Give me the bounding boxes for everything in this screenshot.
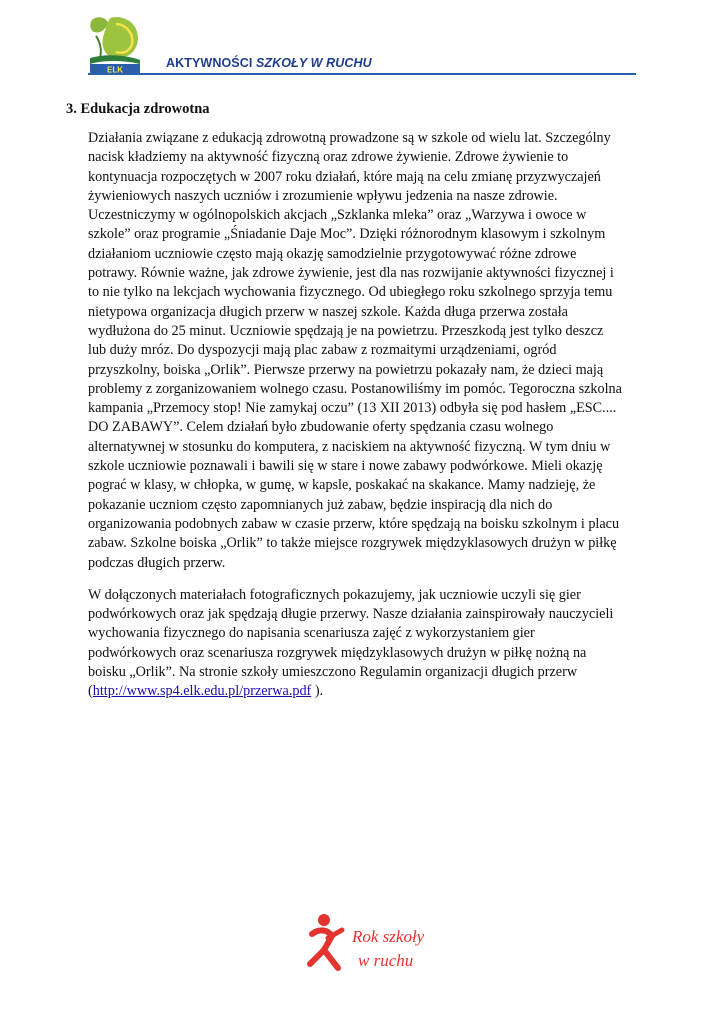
link-open-paren: ( — [88, 683, 93, 700]
text-line: pokazanie uczniom często zapomnianych już zabaw, będzie inspiracją dla nich do — [88, 496, 553, 513]
text-line: podwórkowych oraz jak spędzają długie przerwy. Nasze działania zainspirowały nauczycieli — [88, 606, 614, 623]
text-line: szkole uczniowie poznawali i bawili się w stare i nowe zabawy podwórkowe. Mieli okazję — [88, 458, 603, 475]
elk-city-logo-icon — [86, 14, 142, 76]
text-line: pograć w klasy, w chłopka, w gumę, w kapsle, poskakać na skakance. Mamy nadzieję, że — [88, 477, 596, 494]
text-line: kontynuacja rozpoczętych w 2007 roku działań, które mają na celu zmianę przyzwyczajeń — [88, 168, 601, 185]
footer-logo-line1: Rok szkoły — [352, 927, 425, 946]
text-line: Uczestniczymy w ogólnopolskich akcjach „Szklanka mleka” oraz „Warzywa i owoce w — [88, 207, 587, 224]
footer-logo-line2: w ruchu — [358, 951, 414, 970]
text-line: wychowania fizycznego do napisania scenariusza zajęć z wykorzystaniem gier — [88, 625, 535, 642]
text-line: to nie tylko na lekcjach wychowania fizycznego. Od ubiegłego roku szkolnego sprzyja temu — [88, 284, 613, 301]
text-line: nacisk kładziemy na aktywność fizyczną oraz zdrowe żywienie. Zdrowe żywienie to — [88, 149, 569, 166]
text-line: podczas długich przerw. — [88, 554, 226, 571]
paragraph-gap — [66, 573, 646, 586]
document-body — [66, 99, 646, 702]
page-header — [0, 0, 725, 90]
text-line: podwórkowych oraz scenariusza rozgrywek międzyklasowych drużyn w piłkę nożną na — [88, 644, 587, 661]
logo-text: ELK — [107, 65, 123, 75]
text-line: działaniom uczniowie często mają okazję samodzielnie przygotowywać różne zdrowe — [88, 245, 577, 262]
text-line: nietypowa organizacja długich przerw w naszej szkole. Każda długa przerwa została — [88, 303, 568, 320]
text-line: kampania „Przemocy stop! Nie zamykaj oczu” (13 XII 2013) odbyła się pod hasłem „ESC.... — [88, 400, 617, 417]
text-line: lub duży mróz. Do dyspozycji mają plac zabaw z rozmaitymi urządzeniami, ogród — [88, 342, 557, 359]
przerwa-pdf-link[interactable]: http://www.sp4.elk.edu.pl/przerwa.pdf — [92, 683, 312, 700]
text-line: boisku „Orlik”. Na stronie szkoły umieszczono Regulamin organizacji długich przerw — [88, 664, 578, 681]
text-line: zabaw. Szkolne boiska „Orlik” to także miejsce rozgrywek międzyklasowych drużyn w piłkę — [88, 535, 617, 552]
text-line: alternatywnej w stosunku do komputera, z naciskiem na aktywność fizyczną. W tym dniu w — [88, 438, 611, 455]
paragraph-1 — [88, 129, 646, 573]
text-line: żywieniowych naszych uczniów i zrozumienie wpływu jedzenia na nasze zdrowie. — [88, 187, 558, 204]
text-line: szkole” oraz programie „Śniadanie Daje Moc”. Dzięki różnorodnym klasowym i szkolnym — [88, 226, 606, 243]
text-line: przyszkolny, boiska „Orlik”. Pierwsze przerwy na powietrzu pokazały nam, że dzieci mają — [88, 361, 604, 378]
section-title: 3. Edukacja zdrowotna — [66, 101, 210, 117]
text-line: DO ZABAWY”. Celem działań było zbudowanie oferty spędzania czasu wolnego — [88, 419, 554, 436]
header-title-emphasis: SZKOŁY W RUCHU — [256, 56, 372, 70]
text-line: potrawy. Równie ważne, jak zdrowe żywienie, jest dla nas rozwijanie aktywności fizycznej i — [88, 265, 614, 282]
text-line: organizowania podobnych zabaw w czasie przerw, które spędzają na boisku szkolnym i placu — [88, 515, 620, 532]
header-title-prefix: AKTYWNOŚCI — [166, 56, 256, 70]
text-line: wydłużona do 25 minut. Uczniowie spędzają je na powietrzu. Przeszkodą jest tylko deszcz — [88, 322, 604, 339]
text-line: problemy z zorganizowaniem wolnego czasu. Postanowiliśmy im pomóc. Tegoroczna szkolna — [88, 380, 622, 397]
rok-szkoly-w-ruchu-logo-icon — [298, 908, 428, 982]
paragraph-2 — [88, 586, 646, 702]
link-line — [88, 682, 646, 701]
text-line: Działania związane z edukacją zdrowotną prowadzone są w szkole od wielu lat. Szczególny — [88, 130, 611, 146]
link-close-paren: ). — [311, 683, 324, 700]
header-title — [166, 56, 372, 70]
header-divider — [88, 73, 636, 75]
text-line: W dołączonych materiałach fotograficznych pokazujemy, jak uczniowie uczyli się gier — [88, 586, 581, 603]
